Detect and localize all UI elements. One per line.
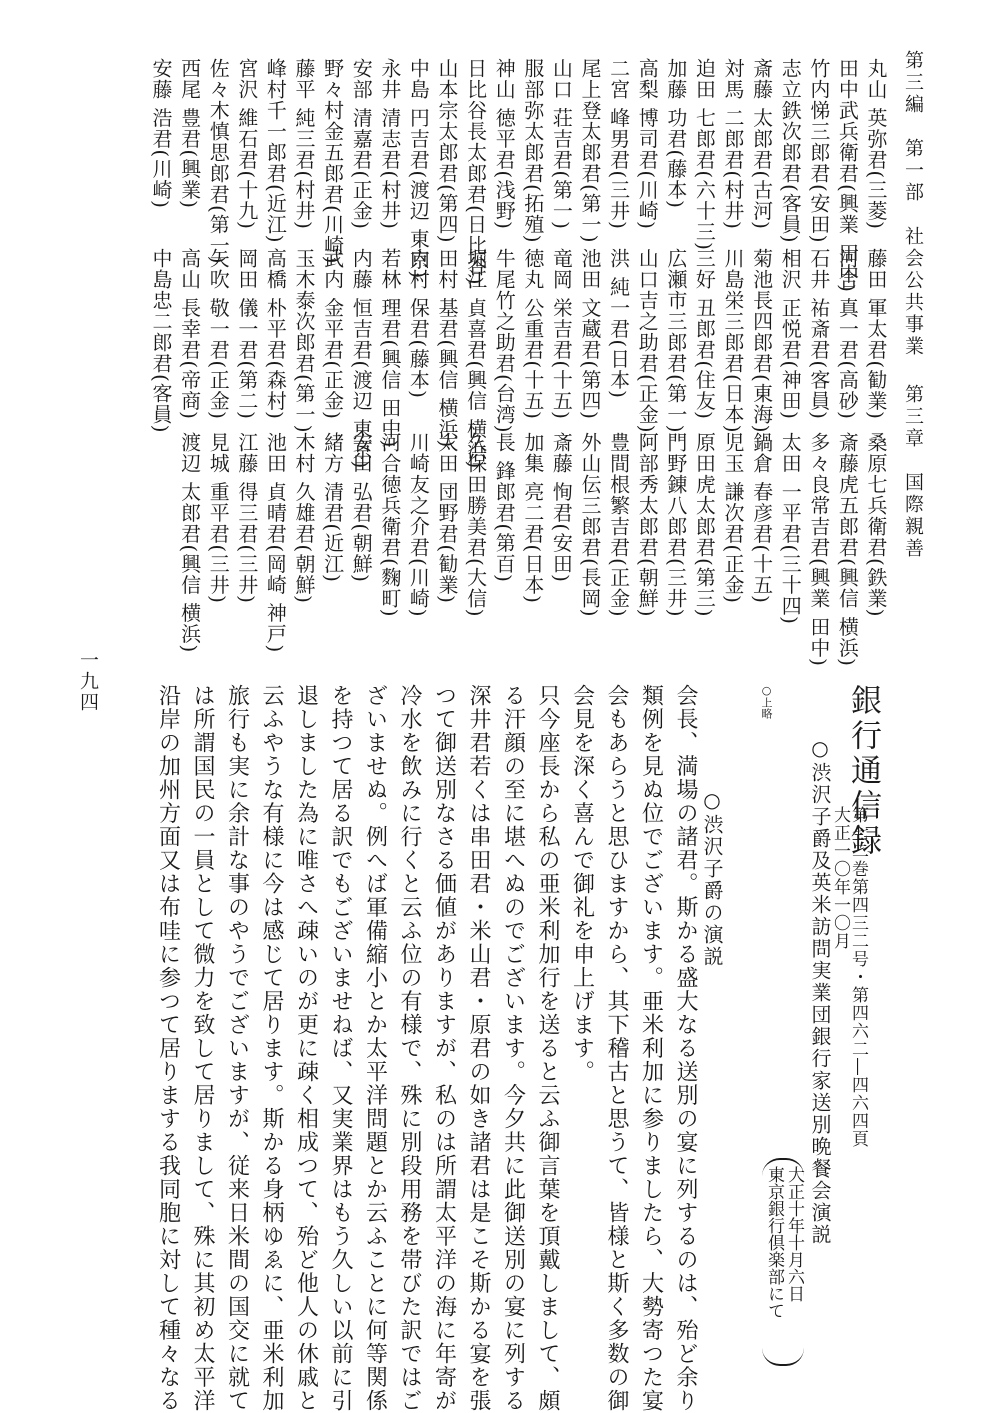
attendee-entry: 高橋 朴平君(森村) <box>263 248 288 420</box>
name-column <box>431 0 457 620</box>
attendee-entry: 石井 祐斎君(客員) <box>806 248 831 420</box>
attendee-entry: 尾上登太郎君(第一) <box>578 58 602 244</box>
attendee-entry: 江藤 得三君(三井) <box>234 432 259 604</box>
attendee-entry: 藤平 純三君(村井) <box>292 58 316 230</box>
speaker-heading: ○渋沢子爵の演説 <box>700 788 724 968</box>
name-column <box>860 0 886 620</box>
name-column <box>717 0 743 620</box>
name-column <box>660 0 686 620</box>
name-column <box>317 0 343 620</box>
attendee-entry: 矢吹 敬一君(正金) <box>206 248 231 420</box>
attendee-entry: 長 鋒郎君(第百) <box>492 432 517 583</box>
name-column <box>288 0 314 620</box>
speech-line: 退しました為に唯さへ疎いのが更に疎く相成つて、殆ど他人の休戚と <box>293 684 319 1413</box>
page-number: 一九四 <box>77 650 99 713</box>
name-column <box>545 0 574 620</box>
attendee-entry: 斎藤 恂君(安田) <box>549 432 574 583</box>
attendee-entry: 竹内悌三郎君(安田) <box>806 58 831 244</box>
attendee-entry: 原田虎太郎君(第三) <box>692 432 717 618</box>
speech-line: 冷水を飲みに行くと云ふ位の有様で、殊に別段用務を帯びた訳ではご <box>397 684 422 1413</box>
speech-title: ○渋沢子爵及英米訪問実業団銀行家送別晩餐会演説 <box>808 736 832 1246</box>
attendee-entry: 門野錬八郎君(三井) <box>663 432 688 618</box>
attendee-entry: 高梨 博司君(川崎) <box>635 58 660 230</box>
attendee-entry: 斎藤 太郎君(古河) <box>749 58 774 230</box>
attendee-entry: 神山 徳平君(浅野) <box>492 58 517 230</box>
attendee-entry: 外山伝三郎君(長岡) <box>578 432 602 618</box>
held-date: 大正十年十月六日 <box>784 1166 804 1302</box>
attendee-entry: 安藤 浩君(川崎) <box>149 58 173 209</box>
name-column <box>374 0 400 620</box>
attendee-entry: 峰村千一郎君(近江) <box>263 58 288 244</box>
speech-line: 類例を見ぬ位でございます。亜米利加に参りましたら、大勢寄つた宴 <box>638 684 664 1413</box>
held-place: 東京銀行倶楽部にて <box>764 1166 784 1319</box>
attendee-entry: 三好 丑郎君(住友) <box>692 248 717 420</box>
speech-line: 会見を深く喜んで御礼を申上げます。 <box>569 684 595 1084</box>
name-column <box>603 0 629 620</box>
attendee-entry: 木村 久雄君(朝鮮) <box>292 432 316 604</box>
name-column <box>145 0 171 620</box>
attendee-entry: 河合徳兵衛君(麴町) <box>377 432 402 618</box>
attendee-entry: 川崎友之介君(川崎) <box>406 432 431 618</box>
attendee-entry: 山口吉之助君(正金) <box>635 248 660 434</box>
attendee-entry: 内村 保君(藤本) <box>406 248 431 399</box>
attendee-entry: 志立鉄次郎君(客員) <box>778 58 803 244</box>
name-column <box>774 0 803 625</box>
attendee-entry: 多々良常吉君(興業 田中) <box>806 432 831 667</box>
name-column <box>231 0 257 620</box>
attendee-entry: 服部弥太郎君(拓殖) <box>520 58 545 244</box>
attendee-entry: 中島 円吉君(渡辺 東京) <box>406 58 431 280</box>
name-column <box>631 0 660 620</box>
speech-line: 会もあらうと思ひますから、其下稽古と思うて、皆様と斯く多数の御 <box>604 684 629 1413</box>
attendee-entry: 内藤 恒吉君(渡辺 東京) <box>349 248 374 470</box>
attendee-entry: 太田 団野君(勧業) <box>435 432 459 604</box>
attendee-entry: 高山 長幸君(帝商) <box>177 248 202 420</box>
volume-reference: 第七二巻第四三二号・第四六二―四六四頁 <box>848 806 868 1148</box>
attendee-entry: 阿部秀太郎君(朝鮮) <box>635 432 660 618</box>
attendee-entry: 若林 理君(興信 田中) <box>377 248 402 449</box>
attendee-entry: 田中武兵衛君(興業 田中) <box>835 58 860 293</box>
attendee-entry: 加集 亮二君(日本) <box>520 432 545 604</box>
name-column <box>746 0 772 620</box>
attendee-entry: 二宮 峰男君(三井) <box>606 58 631 230</box>
name-column <box>517 0 543 620</box>
name-column <box>803 0 831 667</box>
attendee-entry: 徳丸 公重君(十五) <box>520 248 545 420</box>
attendee-entry: 洪 純一君(日本) <box>606 248 631 399</box>
attendee-entry: 山口 荘吉君(第一) <box>549 58 574 230</box>
attendee-entry: 緒方 清君(近江) <box>320 432 345 583</box>
attendee-entry: 安田 弘君(朝鮮) <box>349 432 374 583</box>
attendee-entry: 見城 重平君(三井) <box>206 432 231 604</box>
attendee-entry: 池田 文蔵君(第四) <box>578 248 602 420</box>
attendee-entry: 田村 基君(興信 横浜) <box>435 248 459 449</box>
attendee-entry: 広瀬市三郎君(第一) <box>663 248 688 434</box>
attendee-entry: 迫田 七郎君(六十三) <box>692 58 717 251</box>
attendee-entry: 西尾 豊君(興業) <box>177 58 202 209</box>
attendee-entry: 河合 真一君(高砂) <box>835 248 860 420</box>
publication-date: 大正一〇年一〇月 <box>830 806 850 950</box>
name-column <box>174 0 202 654</box>
speech-line: 云ふやうな有様に今は感じて居ります。斯かる身柄ゆゑに、亜米利加 <box>259 684 284 1413</box>
attendee-entry: 安部 清嘉君(正金) <box>349 58 374 230</box>
attendee-entry: 中島忠二郎君(客員) <box>149 248 173 434</box>
speech-line: 沿岸の加州方面又は布哇に参つて居りまする我同胞に対して種々なる <box>155 684 181 1413</box>
attendee-entry: 野々村金五郎君(川崎) <box>320 58 345 265</box>
attendee-entry: 日比谷長太郎君(日比谷) <box>463 58 488 286</box>
omission-note: ○上略 <box>760 684 773 719</box>
speech-line: 只今座長から私の亜米利加行を送ると云ふ御言葉を頂戴しまして、頗 <box>535 684 560 1413</box>
speech-line: 旅行も実に余計な事のやうでございますが、従来日米間の国交に就て <box>224 684 250 1413</box>
attendee-entry: 池田 貞晴君(岡崎 神戸) <box>263 432 288 654</box>
speech-line: は所謂国民の一員として微力を致して居りまして、殊に其初め太平洋 <box>190 684 215 1413</box>
attendee-entry: 宮沢 維石君(十九) <box>234 58 259 230</box>
attendee-entry: 藤田 軍太君(勧業) <box>864 248 888 420</box>
section-title: 銀行通信録 <box>845 684 881 859</box>
attendee-entry: 菊池長四郎君(東海) <box>749 248 774 434</box>
attendee-entry: 佐々木慎思郎君(第一) <box>206 58 231 265</box>
attendee-entry: 桑原七兵衛君(鉄業) <box>864 432 888 618</box>
attendee-entry: 岡田 儀一君(第二) <box>234 248 259 420</box>
attendee-entry: 永井 清志君(村井) <box>377 58 402 230</box>
attendee-entry: 堀江 貞喜君(興信 横浜) <box>463 248 488 470</box>
attendee-entry: 児玉 謙次君(正金) <box>721 432 745 604</box>
name-column <box>402 0 431 620</box>
attendee-entry: 川島栄三郎君(日本) <box>721 248 745 434</box>
name-column <box>574 0 600 620</box>
attendee-entry: 久保田勝美君(大信) <box>463 432 488 618</box>
attendee-entry: 対馬 二郎君(村井) <box>721 58 745 230</box>
attendee-entry: 渡辺 太郎君(興信 横浜) <box>177 432 202 654</box>
attendee-entry: 相沢 正悦君(神田) <box>778 248 803 420</box>
speech-line: つて御送別なさる価値がありますが、私のは所謂太平洋の海に年寄が <box>431 684 457 1413</box>
attendee-entry: 豊間根繁吉君(正金) <box>606 432 631 618</box>
attendee-entry: 牛尾竹之助君(台湾) <box>492 248 517 434</box>
speech-line: る汗顔の至に堪へぬのでございます。今夕共に此御送別の宴に列する <box>500 684 526 1413</box>
attendee-entry: 加藤 功君(藤本) <box>663 58 688 209</box>
attendee-entry: 丸山 英弥君(三菱) <box>864 58 888 230</box>
header-section: 第三編 第一部 社会公共事業 <box>902 50 924 358</box>
name-column <box>460 0 486 620</box>
speech-line: ざいませぬ。例へば軍備縮小とか太平洋問題とか云ふことに何等関係 <box>362 684 388 1413</box>
name-column <box>831 0 860 667</box>
attendee-entry: 太田 一平君(三十四) <box>778 432 803 625</box>
attendee-entry: 斎藤虎五郎君(興信 横浜) <box>835 432 860 667</box>
attendee-entry: 竜岡 栄吉君(十五) <box>549 248 574 420</box>
attendee-entry: 鍋倉 春彦君(十五) <box>749 432 774 604</box>
name-column <box>345 0 374 620</box>
name-column <box>488 0 517 620</box>
header-chapter: 第三章 国際親善 <box>902 384 924 560</box>
attendee-entry: 山本宗太郎君(第四) <box>435 58 459 244</box>
name-column <box>259 0 288 654</box>
name-column <box>688 0 717 620</box>
speech-line: 深井君若くは串田君・米山君・原君の如き諸君は是こそ斯かる宴を張 <box>466 684 491 1413</box>
running-header <box>903 50 922 560</box>
attendee-entry: 玉木泰次郎君(第一) <box>292 248 316 434</box>
speech-line: を持つて居る訳でもございませねば、又実業界はもう久しい以前に引 <box>328 684 353 1413</box>
speech-line: 会長、満場の諸君。斯かる盛大なる送別の宴に列するのは、殆ど余り <box>673 684 698 1413</box>
name-column <box>202 0 231 620</box>
attendee-entry: 武内 金平君(正金) <box>320 248 345 420</box>
